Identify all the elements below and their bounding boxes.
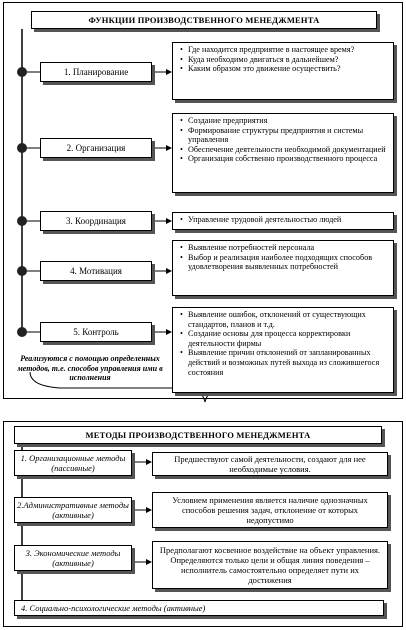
control-item: • Выявление ошибок, отклонений от существующих стандартов, планов и т.д. [188, 310, 389, 329]
method-socio-psychological-name: 4. Социально-психологические методы (активные) [21, 603, 206, 613]
method-economic-description [152, 541, 388, 589]
coordination-description [172, 212, 394, 230]
method-economic [14, 545, 132, 571]
methods-title-text: МЕТОДЫ ПРОИЗВОДСТВЕННОГО МЕНЕДЖМЕНТА [85, 430, 311, 440]
organization-item: • Создание предприятия [188, 116, 389, 126]
function-control [40, 322, 152, 342]
method-economic-desc-text: Предполагают косвенное воздействие на объект управления. Определяются только цели и общая линия поведения – исполнитель самостоятельно определяет пути их достижения [159, 545, 381, 585]
methods-title [14, 426, 382, 444]
method-administrative-name: 2.Административные методы (активные) [17, 500, 129, 520]
function-motivation [40, 261, 152, 281]
function-coordination-label: 3. Координация [66, 216, 126, 226]
function-motivation-label: 4. Мотивация [70, 266, 122, 276]
control-item: • Создание основы для процесса корректировки деятельности фирмы [188, 329, 389, 348]
control-item: • Выявление причин отклонений от запланированных действий и возможных путей выхода из сложившегося состояния [188, 348, 389, 377]
function-planning-label: 1. Планирование [63, 67, 129, 77]
control-description [172, 307, 394, 393]
function-organization [40, 138, 152, 158]
method-economic-name: 3. Экономические методы (активные) [25, 548, 121, 568]
function-planning [40, 62, 152, 82]
planning-description [172, 42, 394, 100]
functions-title-text: ФУНКЦИИ ПРОИЗВОДСТВЕННОГО МЕНЕДЖМЕНТА [88, 15, 320, 25]
coordination-item: • Управление трудовой деятельностью людей [188, 215, 389, 225]
method-organizational-desc-text: Предшествуют самой деятельности, создают для нее необходимые условия. [174, 454, 366, 474]
method-administrative-desc-text: Условием применения является наличие однозначных способов решения задач, отклонение от которых недопустимо [172, 495, 368, 525]
organization-item: • Формирование структуры предприятия и системы управления [188, 126, 389, 145]
method-administrative-description [152, 492, 388, 528]
method-organizational-description [152, 452, 388, 476]
motivation-item: • Выявление потребностей персонала [188, 243, 389, 253]
function-coordination [40, 211, 152, 231]
method-organizational-name: 1. Организационные методы (пассивные) [20, 453, 126, 473]
planning-item: • Куда необходимо двигаться в дальнейшем? [188, 55, 389, 65]
realization-note-text: Реализуются с помощью определенных методов, т.е. способов управления ими в исполнения [17, 354, 163, 382]
realization-note [10, 354, 170, 394]
planning-item: • Каким образом это движение осуществить? [188, 64, 389, 74]
organization-item: • Обеспечение деятельности необходимой документацией [188, 145, 389, 155]
organization-description [172, 113, 394, 193]
method-administrative [14, 497, 132, 523]
motivation-item: • Выбор и реализация наиболее подходящих способов удовлетворения выявленных потребностей [188, 253, 389, 272]
motivation-description [172, 240, 394, 296]
method-organizational [14, 450, 132, 476]
function-control-label: 5. Контроль [73, 327, 119, 337]
planning-item: • Где находится предприятие в настоящее время? [188, 45, 389, 55]
function-organization-label: 2. Организация [66, 143, 126, 153]
organization-item: • Организация собственно производственного процесса [188, 154, 389, 164]
method-socio-psychological [14, 600, 384, 616]
